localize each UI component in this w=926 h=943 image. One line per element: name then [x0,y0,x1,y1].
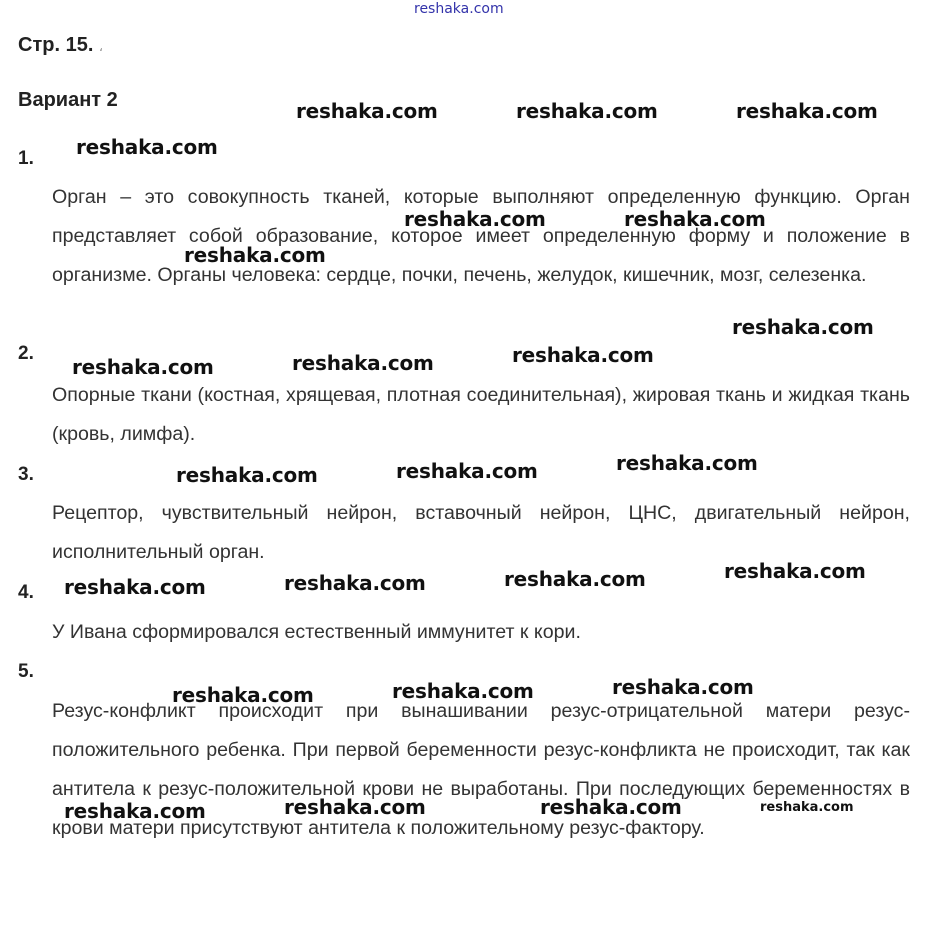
watermark: reshaka.com [76,135,218,159]
watermark: reshaka.com [296,99,438,123]
site-watermark-top: reshaka.com [414,1,504,17]
watermark: reshaka.com [292,351,434,375]
watermark: reshaka.com [404,207,546,231]
page-number-text: Стр. 15. [18,34,94,56]
answer-text-5: Резус-конфликт происходит при вынашивании резус-отрицательной матери резус-положительного ребенка. При первой беременности резус-конфликта не происходит, так как антитела к резус-положительной крови не выработаны. При последующих беременностях в крови матери присутствуют антитела к положительному резус-фактору. [52,700,910,839]
watermark: reshaka.com [504,567,646,591]
watermark: reshaka.com [176,463,318,487]
watermark: reshaka.com [516,99,658,123]
watermark-small: reshaka.com [760,800,854,815]
watermark: reshaka.com [512,343,654,367]
answer-number-4: 4. [18,582,34,603]
answer-text-3: Рецептор, чувствительный нейрон, вставочный нейрон, ЦНС, двигательный нейрон, исполнительный орган. [52,502,910,563]
watermark: reshaka.com [724,559,866,583]
page-mark: ، [98,40,103,54]
watermark: reshaka.com [172,683,314,707]
watermark: reshaka.com [616,451,758,475]
watermark: reshaka.com [624,207,766,231]
watermark: reshaka.com [396,459,538,483]
watermark: reshaka.com [736,99,878,123]
answer-number-2: 2. [18,343,34,364]
variant-title: Вариант 2 [18,89,118,111]
watermark: reshaka.com [612,675,754,699]
watermark: reshaka.com [540,795,682,819]
watermark: reshaka.com [184,243,326,267]
answer-text-4: У Ивана сформировался естественный иммунитет к кори. [52,621,581,643]
watermark: reshaka.com [392,679,534,703]
watermark: reshaka.com [72,355,214,379]
page-number [18,34,103,57]
answer-text-1: Орган – это совокупность тканей, которые выполняют определенную функцию. Орган представляет собой образование, которое имеет определенную форму и положение в организме. Органы человека: сердце, почки, печень, желудок, кишечник, мозг, селезенка. [52,186,910,286]
watermark: reshaka.com [732,315,874,339]
answer-number-3: 3. [18,464,34,485]
answer-text-2: Опорные ткани (костная, хрящевая, плотная соединительная), жировая ткань и жидкая ткань (кровь, лимфа). [52,384,910,445]
watermark: reshaka.com [284,795,426,819]
watermark: reshaka.com [64,799,206,823]
watermark: reshaka.com [64,575,206,599]
answer-number-1: 1. [18,148,34,169]
answer-number-5: 5. [18,661,34,682]
watermark: reshaka.com [284,571,426,595]
